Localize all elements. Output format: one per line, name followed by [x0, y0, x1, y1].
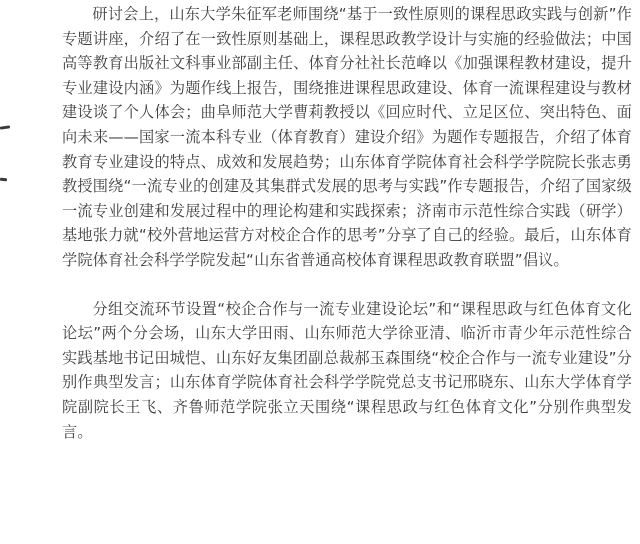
paragraph-seminar-talks: 研讨会上，山东大学朱征军老师围绕“基于一致性原则的课程思政实践与创新”作专题讲座，介绍了在一致性原则基础上，课程思政教学设计与实施的经验做法；中国高等教育出版社文科事业部副主任、体育分社社长范峰以《加强课程教材建设，提升专业建设内涵》为题作线上报告，围绕推进课程思政建设、体育一流课程建设与教材建设谈了个人体会；曲阜师范大学曹莉教授以《回应时代、立足区位、突出特色、面向未来——国家一流本科专业（体育教育）建设介绍》为题作专题报告，介绍了体育教育专业建设的特点、成效和发展趋势；山东体育学院体育社会科学学院院长张志勇教授围绕“一流专业的创建及其集群式发展的思考与实践”作专题报告，介绍了国家级一流专业创建和发展过程中的理论构建和实践探索；济南市示范性综合实践（研学）基地张力就“校外营地运营方对校企合作的思考”分享了自己的经验。最后，山东体育学院体育社会科学学院发起“山东省普通高校体育课程思政教育联盟”倡议。: [62, 5, 632, 269]
article-body: [62, 2, 632, 444]
page-edge-mark: [0, 178, 7, 182]
page-edge-mark: [0, 125, 10, 129]
paragraph-group-forums: 分组交流环节设置“校企合作与一流专业建设论坛”和“课程思政与红色体育文化论坛”两个分会场，山东大学田雨、山东师范大学徐亚清、临沂市青少年示范性综合实践基地书记田城恺、山东好友集团副总裁郝玉森围绕“校企合作与一流专业建设”分别作典型发言；山东体育学院体育社会科学学院党总支书记邢晓东、山东大学体育学院副院长王飞、齐鲁师范学院张立天围绕“课程思政与红色体育文化”分别作典型发言。: [62, 299, 632, 441]
